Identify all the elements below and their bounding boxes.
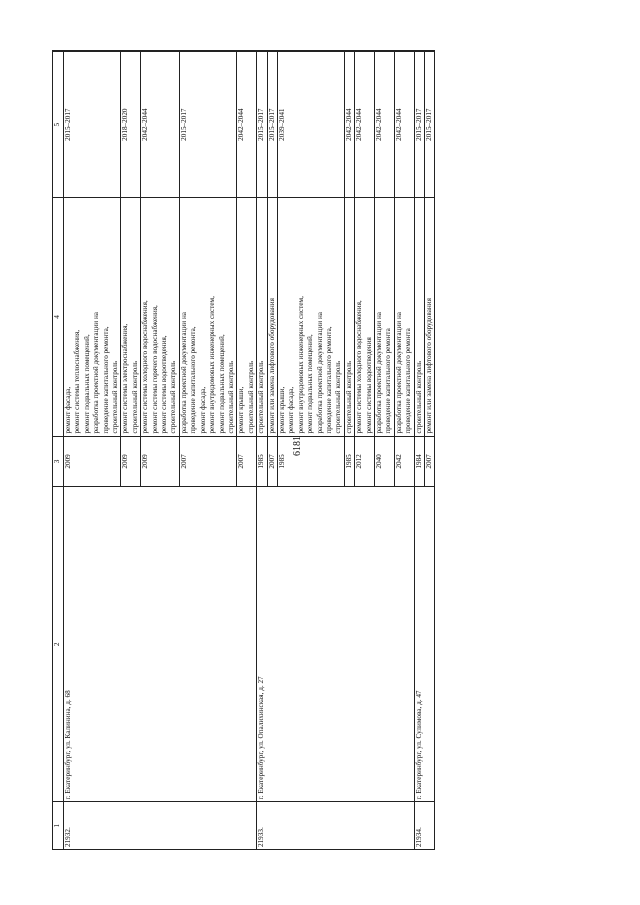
- work-item: ремонт системы электроснабжения,: [121, 323, 130, 434]
- commission-year: 1985: [257, 436, 267, 487]
- repair-period: 2039–2041: [277, 51, 344, 198]
- work-types: [425, 198, 435, 436]
- commission-year: 2009: [64, 436, 121, 487]
- work-item: ремонт подвальных помещений,: [306, 334, 315, 434]
- header-row: [53, 51, 64, 850]
- repair-period: 2015–2017: [414, 51, 424, 198]
- repair-period: 2018–2020: [121, 51, 141, 198]
- page-number: 6181: [292, 436, 303, 456]
- commission-year: 1985: [344, 436, 354, 487]
- work-item: строительный контроль: [111, 360, 120, 434]
- work-item: проведение капитального ремонта,: [189, 326, 198, 434]
- work-types: [141, 198, 180, 436]
- commission-year: 2007: [425, 436, 435, 487]
- work-types: [355, 198, 375, 436]
- work-item: ремонт внутридомовых инженерных систем,: [208, 296, 217, 434]
- work-item: ремонт подвальных помещений,: [82, 334, 91, 434]
- work-types: [277, 198, 344, 436]
- work-item: ремонт системы водоотведения,: [160, 335, 169, 434]
- column-header-4: 4: [53, 198, 64, 436]
- work-item: разработка проектной документации на: [375, 312, 383, 434]
- work-item: строительный контроль: [257, 360, 266, 434]
- work-types: [394, 198, 414, 436]
- repair-period: 2042–2044: [237, 51, 257, 198]
- repair-period: 2042–2044: [355, 51, 375, 198]
- work-item: строительный контроль: [344, 360, 353, 434]
- work-item: строительный контроль: [414, 360, 423, 434]
- repair-period: 2015–2017: [64, 51, 121, 198]
- work-item: проведение капитального ремонта: [404, 328, 413, 434]
- work-item: ремонт системы горячего водоснабжения,: [150, 305, 159, 434]
- work-item: проведение капитального ремонта: [384, 328, 393, 434]
- repair-period: 2042–2044: [141, 51, 180, 198]
- work-item: ремонт фасада,: [287, 386, 296, 434]
- work-item: разработка проектной документации на: [394, 312, 403, 434]
- work-item: ремонт или замена лифтового оборудования: [267, 298, 276, 434]
- work-types: [121, 198, 141, 436]
- repair-period: 2042–2044: [344, 51, 354, 198]
- capital-repair-table: [52, 50, 567, 850]
- work-item: разработка проектной документации на: [179, 312, 188, 434]
- work-item: разработка проектной документации на: [315, 312, 324, 434]
- repair-schedule-table: [52, 50, 435, 850]
- commission-year: 2012: [355, 436, 375, 487]
- work-item: разработка проектной документации на: [92, 312, 101, 434]
- commission-year: 2042: [394, 436, 414, 487]
- item-number: 21933.: [257, 802, 415, 850]
- repair-period: 2042–2044: [375, 51, 395, 198]
- table-row: [64, 51, 121, 850]
- work-item: ремонт фасада,: [64, 386, 72, 434]
- work-item: ремонт или замена лифтового оборудования: [425, 298, 434, 434]
- work-item: ремонт системы холодного водоснабжения,: [141, 300, 150, 434]
- work-item: ремонт системы холодного водоснабжения,: [355, 300, 364, 434]
- work-item: ремонт системы водоотведения: [364, 337, 373, 434]
- work-item: ремонт крыши,: [237, 386, 246, 434]
- column-header-1: 1: [53, 802, 64, 850]
- column-header-3: 3: [53, 436, 64, 487]
- table-row: [414, 51, 424, 850]
- work-types: [267, 198, 277, 436]
- column-header-2: 2: [53, 487, 64, 802]
- repair-period: 2015–2017: [267, 51, 277, 198]
- work-types: [237, 198, 257, 436]
- work-types: [344, 198, 354, 436]
- commission-year: 1985: [277, 436, 344, 487]
- commission-year: 2040: [375, 436, 395, 487]
- repair-period: 2015–2017: [257, 51, 267, 198]
- commission-year: 2009: [141, 436, 180, 487]
- commission-year: 2007: [237, 436, 257, 487]
- item-number: 21932.: [64, 802, 257, 850]
- work-types: [257, 198, 267, 436]
- work-types: [64, 198, 121, 436]
- work-item: строительный контроль: [334, 360, 343, 434]
- work-item: ремонт крыши,: [277, 386, 286, 434]
- work-item: строительный контроль: [226, 360, 235, 434]
- building-address: г. Екатеринбург, ул. Опалихинская, д. 27: [257, 487, 415, 802]
- work-item: строительный контроль: [130, 360, 139, 434]
- work-item: ремонт внутридомовых инженерных систем,: [296, 296, 305, 434]
- work-types: [179, 198, 236, 436]
- column-header-5: 5: [53, 51, 64, 198]
- commission-year: 2007: [179, 436, 236, 487]
- work-item: строительный контроль: [246, 360, 255, 434]
- work-types: [375, 198, 395, 436]
- commission-year: 1984: [414, 436, 424, 487]
- repair-period: 2015–2017: [425, 51, 435, 198]
- building-address: г. Екатеринбург, ул. Калинина, д. 68: [64, 487, 257, 802]
- work-item: проведение капитального ремонта,: [324, 326, 333, 434]
- work-item: ремонт системы теплоснабжения,: [73, 330, 82, 434]
- commission-year: 2007: [267, 436, 277, 487]
- item-number: 21934.: [414, 802, 435, 850]
- work-item: проведение капитального ремонта,: [101, 326, 110, 434]
- work-item: строительный контроль: [169, 360, 178, 434]
- repair-period: 2015–2017: [179, 51, 236, 198]
- repair-period: 2042–2044: [394, 51, 414, 198]
- commission-year: 2009: [121, 436, 141, 487]
- work-types: [414, 198, 424, 436]
- work-item: ремонт подвальных помещений,: [217, 334, 226, 434]
- work-item: ремонт фасада,: [198, 386, 207, 434]
- building-address: г. Екатеринбург, ул. Сулимова, д. 47: [414, 487, 435, 802]
- table-row: [257, 51, 267, 850]
